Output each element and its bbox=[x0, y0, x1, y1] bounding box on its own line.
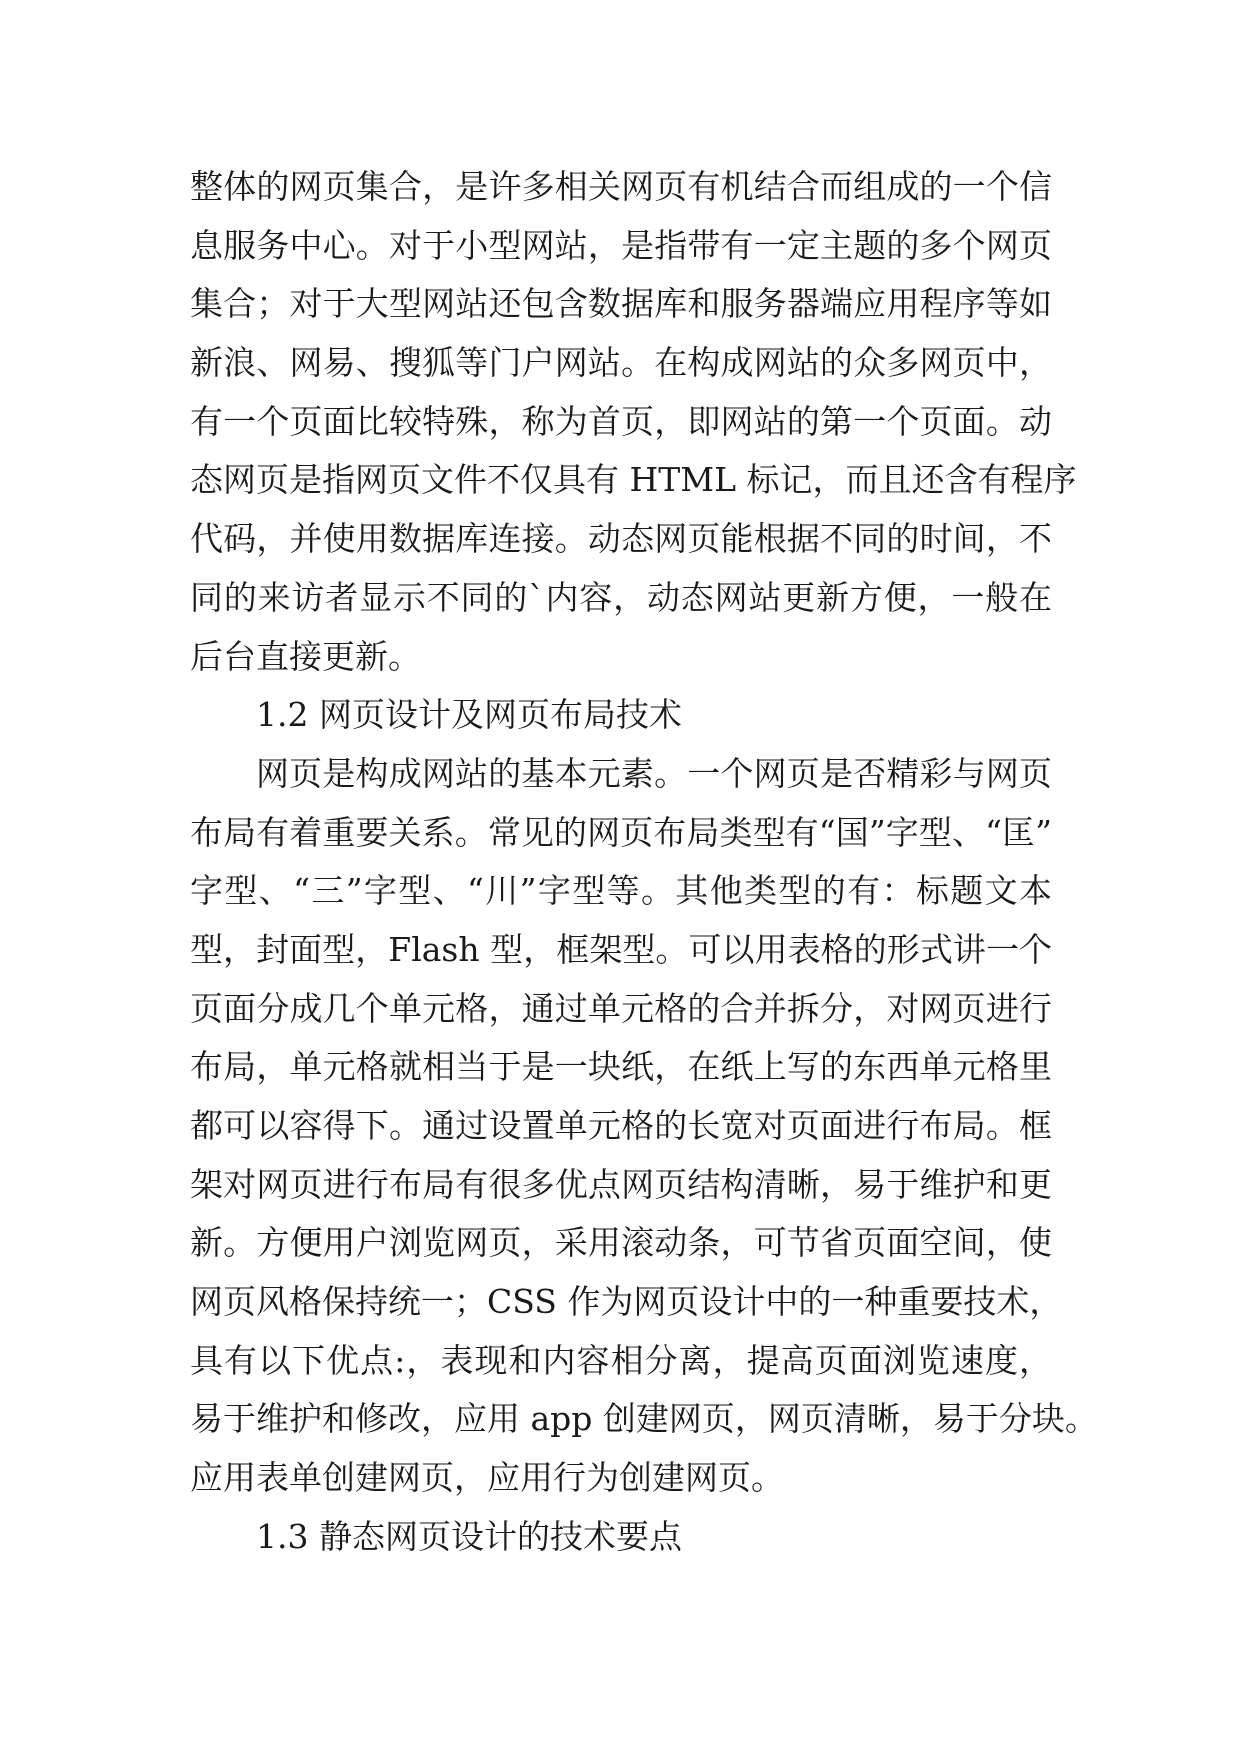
text-line: 态网页是指网页文件不仅具有 HTML 标记，而且还含有程序 bbox=[190, 460, 1077, 500]
text-line: 集合；对于大型网站还包含数据库和服务器端应用程序等如 bbox=[190, 284, 1052, 324]
text-line: 应用表单创建网页，应用行为创建网页。 bbox=[190, 1458, 784, 1498]
text-line: 易于维护和修改，应用 app 创建网页，网页清晰，易于分块。 bbox=[190, 1399, 1098, 1439]
text-line: 同的来访者显示不同的`内容，动态网站更新方便，一般在 bbox=[190, 577, 1052, 617]
text-line: 网页风格保持统一；CSS 作为网页设计中的一种重要技术， bbox=[190, 1282, 1063, 1322]
text-line: 布局有着重要关系。常见的网页布局类型有“国”字型、“匡” bbox=[190, 812, 1052, 852]
text-line: 整体的网页集合，是许多相关网页有机结合而组成的一个信 bbox=[190, 167, 1052, 206]
text-line: 页面分成几个单元格，通过单元格的合并拆分，对网页进行 bbox=[190, 988, 1052, 1028]
text-line: 新。方便用户浏览网页，采用滚动条，可节省页面空间，使 bbox=[190, 1223, 1052, 1263]
text-line: 息服务中心。对于小型网站，是指带有一定主题的多个网页 bbox=[190, 225, 1052, 265]
text-line: 后台直接更新。 bbox=[190, 636, 421, 676]
text-line: 型，封面型，Flash 型，框架型。可以用表格的形式讲一个 bbox=[190, 929, 1052, 969]
text-line: 布局，单元格就相当于是一块纸，在纸上写的东西单元格里 bbox=[190, 1047, 1052, 1087]
text-line: 字型、“三”字型、“川”字型等。其他类型的有：标题文本 bbox=[190, 871, 1052, 911]
body-text bbox=[190, 158, 1098, 1567]
text-line: 具有以下优点:，表现和内容相分离，提高页面浏览速度， bbox=[190, 1340, 1052, 1380]
text-line: 网页是构成网站的基本元素。一个网页是否精彩与网页 bbox=[256, 753, 1052, 793]
text-line: 有一个页面比较特殊，称为首页，即网站的第一个页面。动 bbox=[190, 401, 1052, 441]
section-heading-1-3: 1.3 静态网页设计的技术要点 bbox=[256, 1516, 682, 1556]
text-line: 代码，并使用数据库连接。动态网页能根据不同的时间，不 bbox=[190, 519, 1052, 559]
section-heading-1-2: 1.2 网页设计及网页布局技术 bbox=[256, 695, 682, 735]
text-line: 都可以容得下。通过设置单元格的长宽对页面进行布局。框 bbox=[190, 1106, 1052, 1145]
text-line: 新浪、网易、搜狐等门户网站。在构成网站的众多网页中， bbox=[190, 343, 1052, 383]
text-line: 架对网页进行布局有很多优点网页结构清晰，易于维护和更 bbox=[190, 1164, 1052, 1204]
